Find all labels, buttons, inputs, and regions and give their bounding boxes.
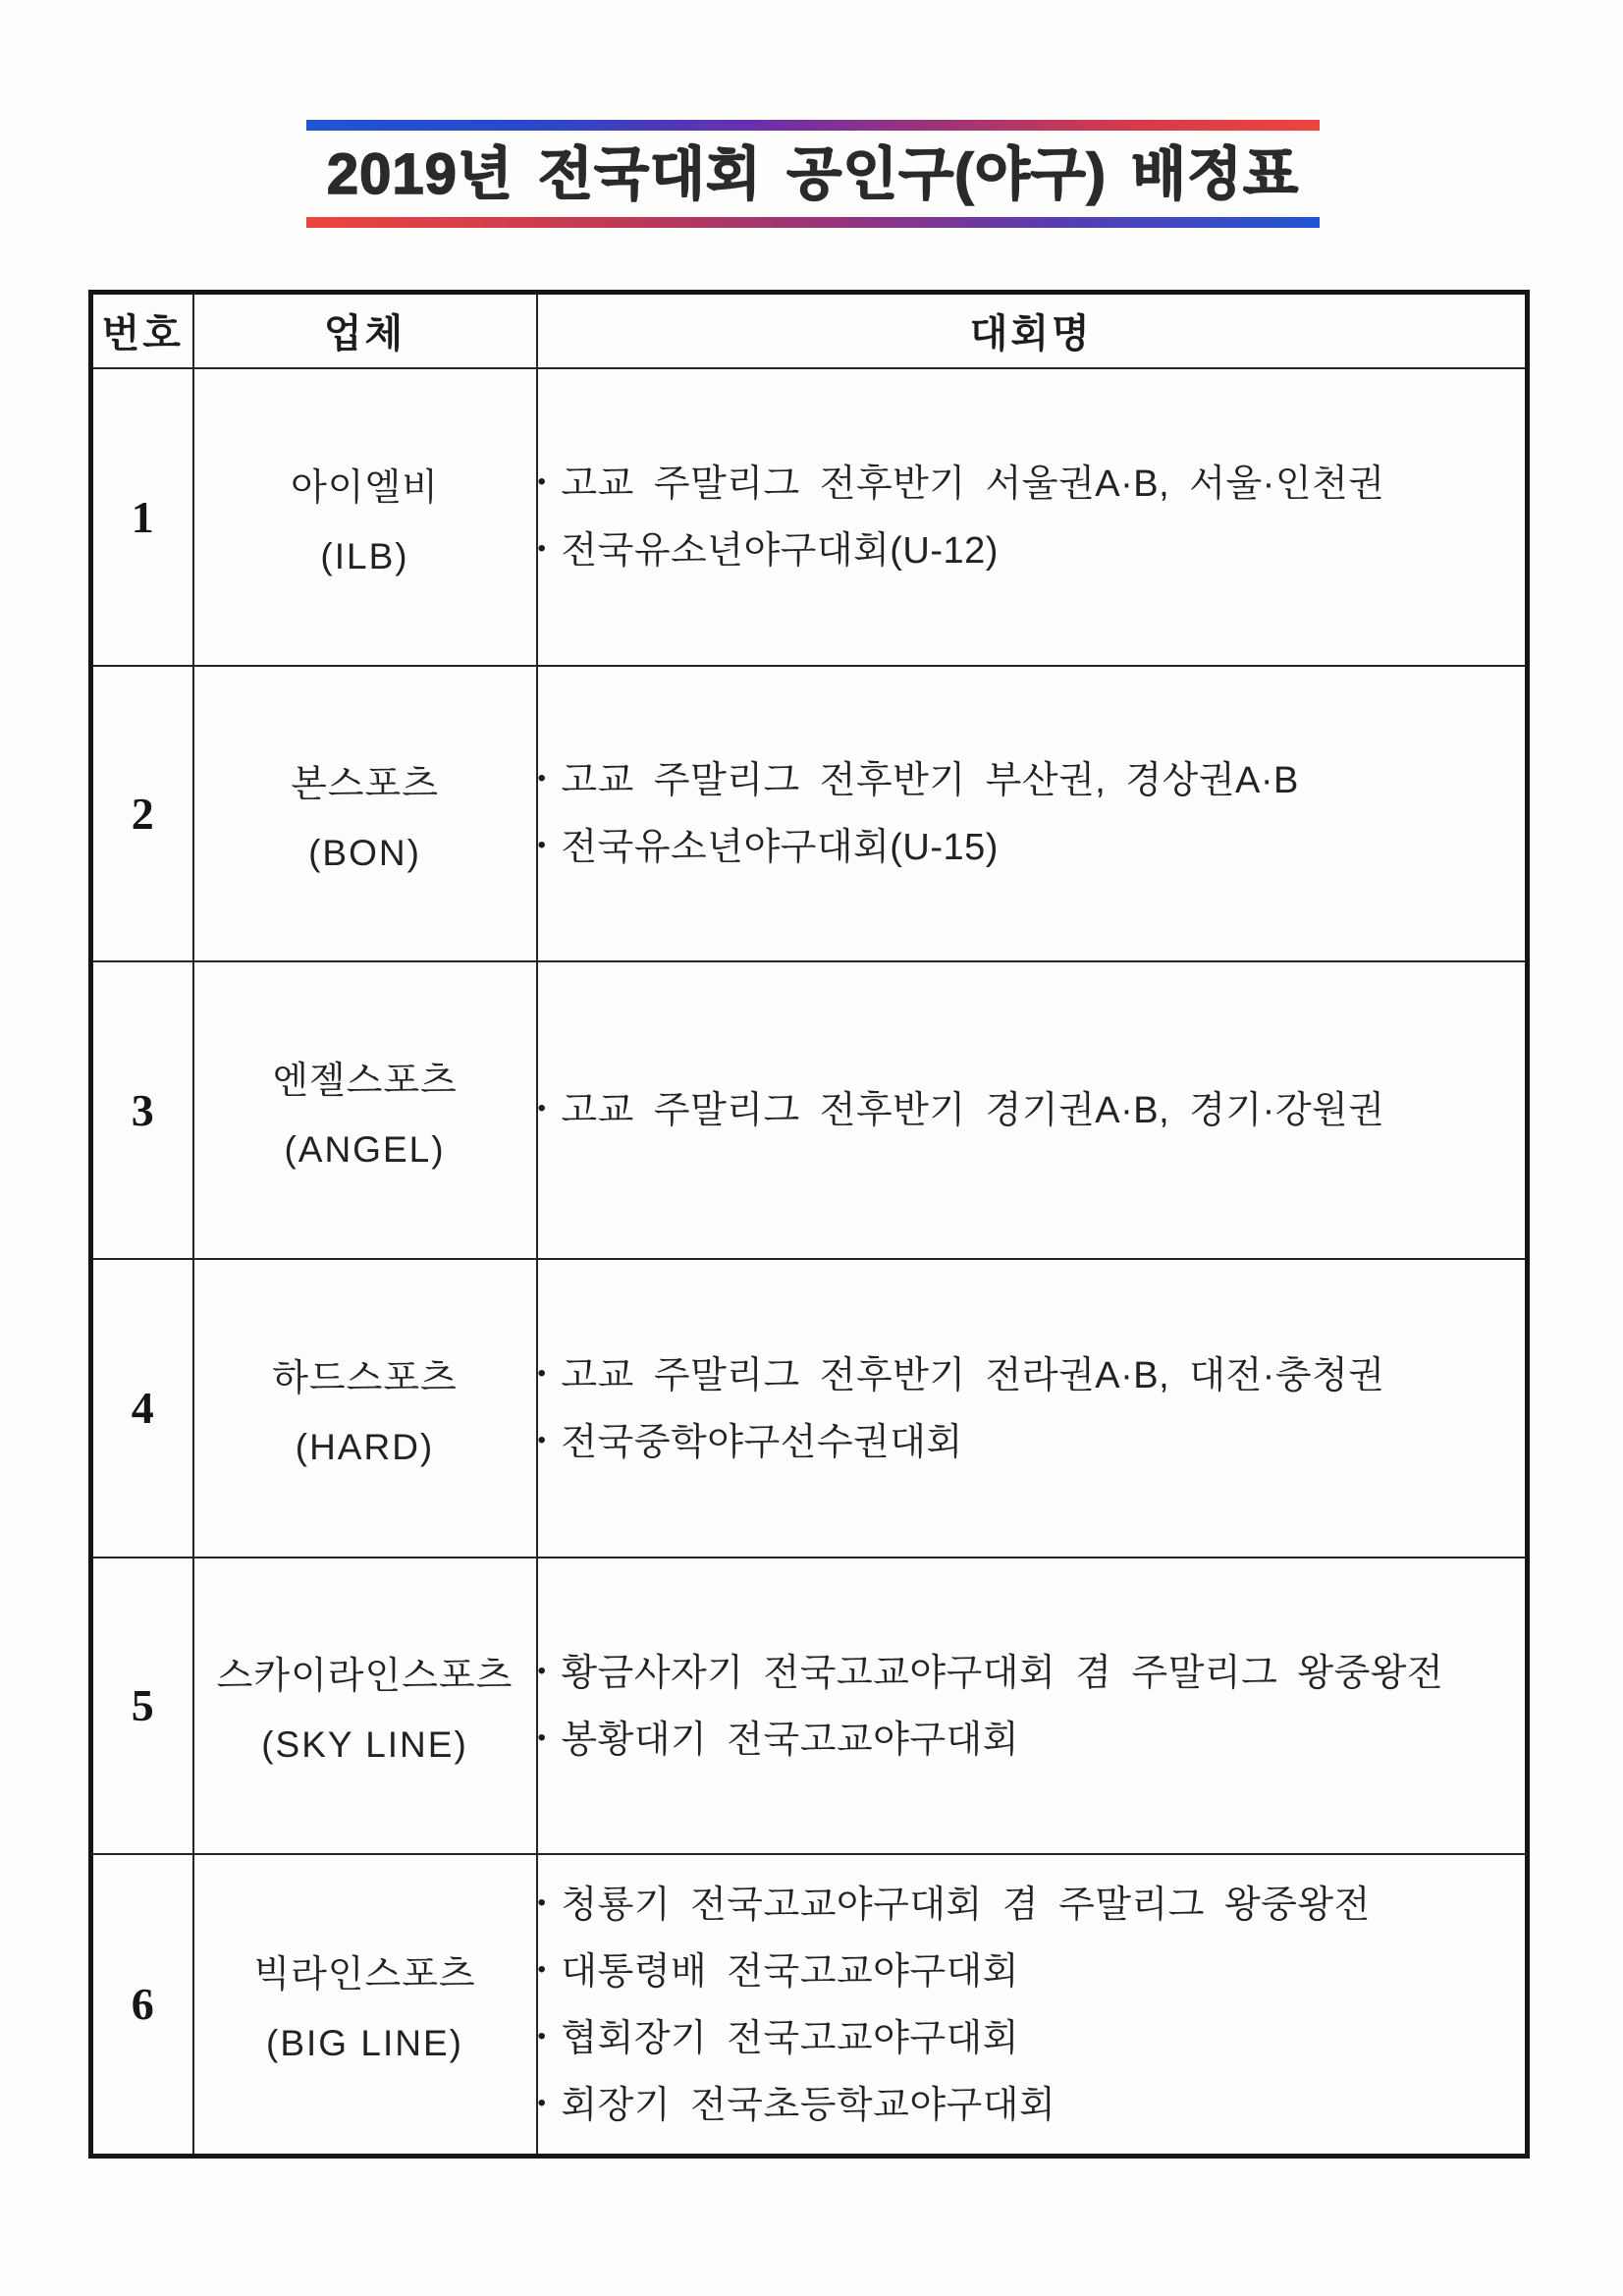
events-cell: [537, 1558, 1528, 1854]
event-text: 전국유소년야구대회(U-15): [561, 827, 999, 868]
event-text: 고교 주말리그 전후반기 서울권A·B, 서울·인천권: [561, 464, 1385, 505]
bullet-icon: •: [537, 1359, 547, 1387]
company-name-kr: 본스포츠: [291, 763, 439, 805]
event-item: [538, 746, 1526, 813]
event-text: 전국유소년야구대회(U-12): [561, 530, 999, 572]
allocation-table: [88, 290, 1530, 2159]
bullet-icon: •: [537, 832, 547, 858]
company-name-en: (BON): [308, 832, 421, 873]
company-cell: [193, 1259, 537, 1558]
bullet-icon: •: [537, 468, 547, 495]
event-text: 협회장기 전국고교야구대회: [561, 2017, 1019, 2059]
events-cell: [537, 961, 1528, 1259]
table-row: [91, 961, 1528, 1259]
event-item: [538, 1076, 1526, 1143]
row-number: 2: [91, 666, 193, 961]
event-text: 황금사자기 전국고교야구대회 겸 주말리그 왕중왕전: [561, 1652, 1444, 1694]
bullet-icon: •: [537, 2022, 547, 2050]
event-item: [538, 1408, 1526, 1475]
company-cell: [193, 1854, 537, 2157]
company-name-en: (HARD): [295, 1427, 435, 1467]
header-event-name: 대회명: [537, 293, 1528, 368]
title-bottom-gradient-bar: [306, 217, 1320, 228]
event-item: [538, 1706, 1526, 1773]
bullet-icon: •: [537, 1888, 547, 1916]
company-name-kr: 아이엘비: [291, 466, 439, 509]
page-title: 2019년 전국대회 공인구(야구) 배정표: [326, 142, 1300, 206]
bullet-icon: •: [537, 1095, 547, 1121]
events-cell: [537, 368, 1528, 666]
company-name-en: (ILB): [320, 535, 409, 576]
events-cell: [537, 1854, 1528, 2157]
event-item: [538, 2004, 1526, 2071]
row-number: 3: [91, 961, 193, 1259]
row-number: 4: [91, 1259, 193, 1558]
bullet-icon: •: [537, 765, 547, 792]
event-item: [538, 1871, 1526, 1938]
header-company: 업체: [193, 293, 537, 368]
event-item: [538, 450, 1526, 517]
bullet-icon: •: [537, 1657, 547, 1684]
company-name-kr: 빅라인스포츠: [253, 1954, 476, 1996]
table-row: [91, 1854, 1528, 2157]
event-item: [538, 2071, 1526, 2138]
event-item: [538, 1938, 1526, 2004]
table-row: [91, 1259, 1528, 1558]
bullet-icon: •: [537, 535, 547, 562]
company-name-en: (BIG LINE): [266, 2023, 463, 2064]
event-text: 청룡기 전국고교야구대회 겸 주말리그 왕중왕전: [561, 1884, 1371, 1926]
company-cell: [193, 666, 537, 961]
company-name-en: (SKY LINE): [261, 1724, 468, 1765]
title-top-gradient-bar: [306, 120, 1320, 131]
table-row: [91, 1558, 1528, 1854]
events-cell: [537, 1259, 1528, 1558]
table-header-row: [91, 293, 1528, 368]
event-text: 봉황대기 전국고교야구대회: [561, 1719, 1019, 1761]
bullet-icon: •: [537, 1426, 547, 1453]
table-row: [91, 368, 1528, 666]
event-item: [538, 517, 1526, 583]
event-text: 대통령배 전국고교야구대회: [561, 1950, 1019, 1993]
event-item: [538, 1639, 1526, 1706]
row-number: 5: [91, 1558, 193, 1854]
event-text: 회장기 전국초등학교야구대회: [561, 2084, 1056, 2126]
company-name-en: (ANGEL): [284, 1128, 446, 1170]
event-text: 고교 주말리그 전후반기 경기권A·B, 경기·강원권: [561, 1090, 1385, 1131]
event-item: [538, 1341, 1526, 1408]
company-cell: [193, 961, 537, 1259]
company-name-kr: 엔젤스포츠: [272, 1060, 458, 1102]
company-name-kr: 하드스포츠: [272, 1358, 458, 1399]
company-name-kr: 스카이라인스포츠: [216, 1656, 514, 1697]
bullet-icon: •: [537, 2089, 547, 2116]
table-row: [91, 666, 1528, 961]
row-number: 6: [91, 1854, 193, 2157]
event-text: 전국중학야구선수권대회: [561, 1421, 963, 1463]
event-text: 고교 주말리그 전후반기 부산권, 경상권A·B: [561, 760, 1299, 801]
company-cell: [193, 1558, 537, 1854]
bullet-icon: •: [537, 1723, 547, 1751]
title-block: [306, 120, 1320, 228]
events-cell: [537, 666, 1528, 961]
event-item: [538, 813, 1526, 880]
row-number: 1: [91, 368, 193, 666]
header-number: 번호: [91, 293, 193, 368]
bullet-icon: •: [537, 1955, 547, 1983]
event-text: 고교 주말리그 전후반기 전라권A·B, 대전·충청권: [561, 1354, 1385, 1396]
company-cell: [193, 368, 537, 666]
